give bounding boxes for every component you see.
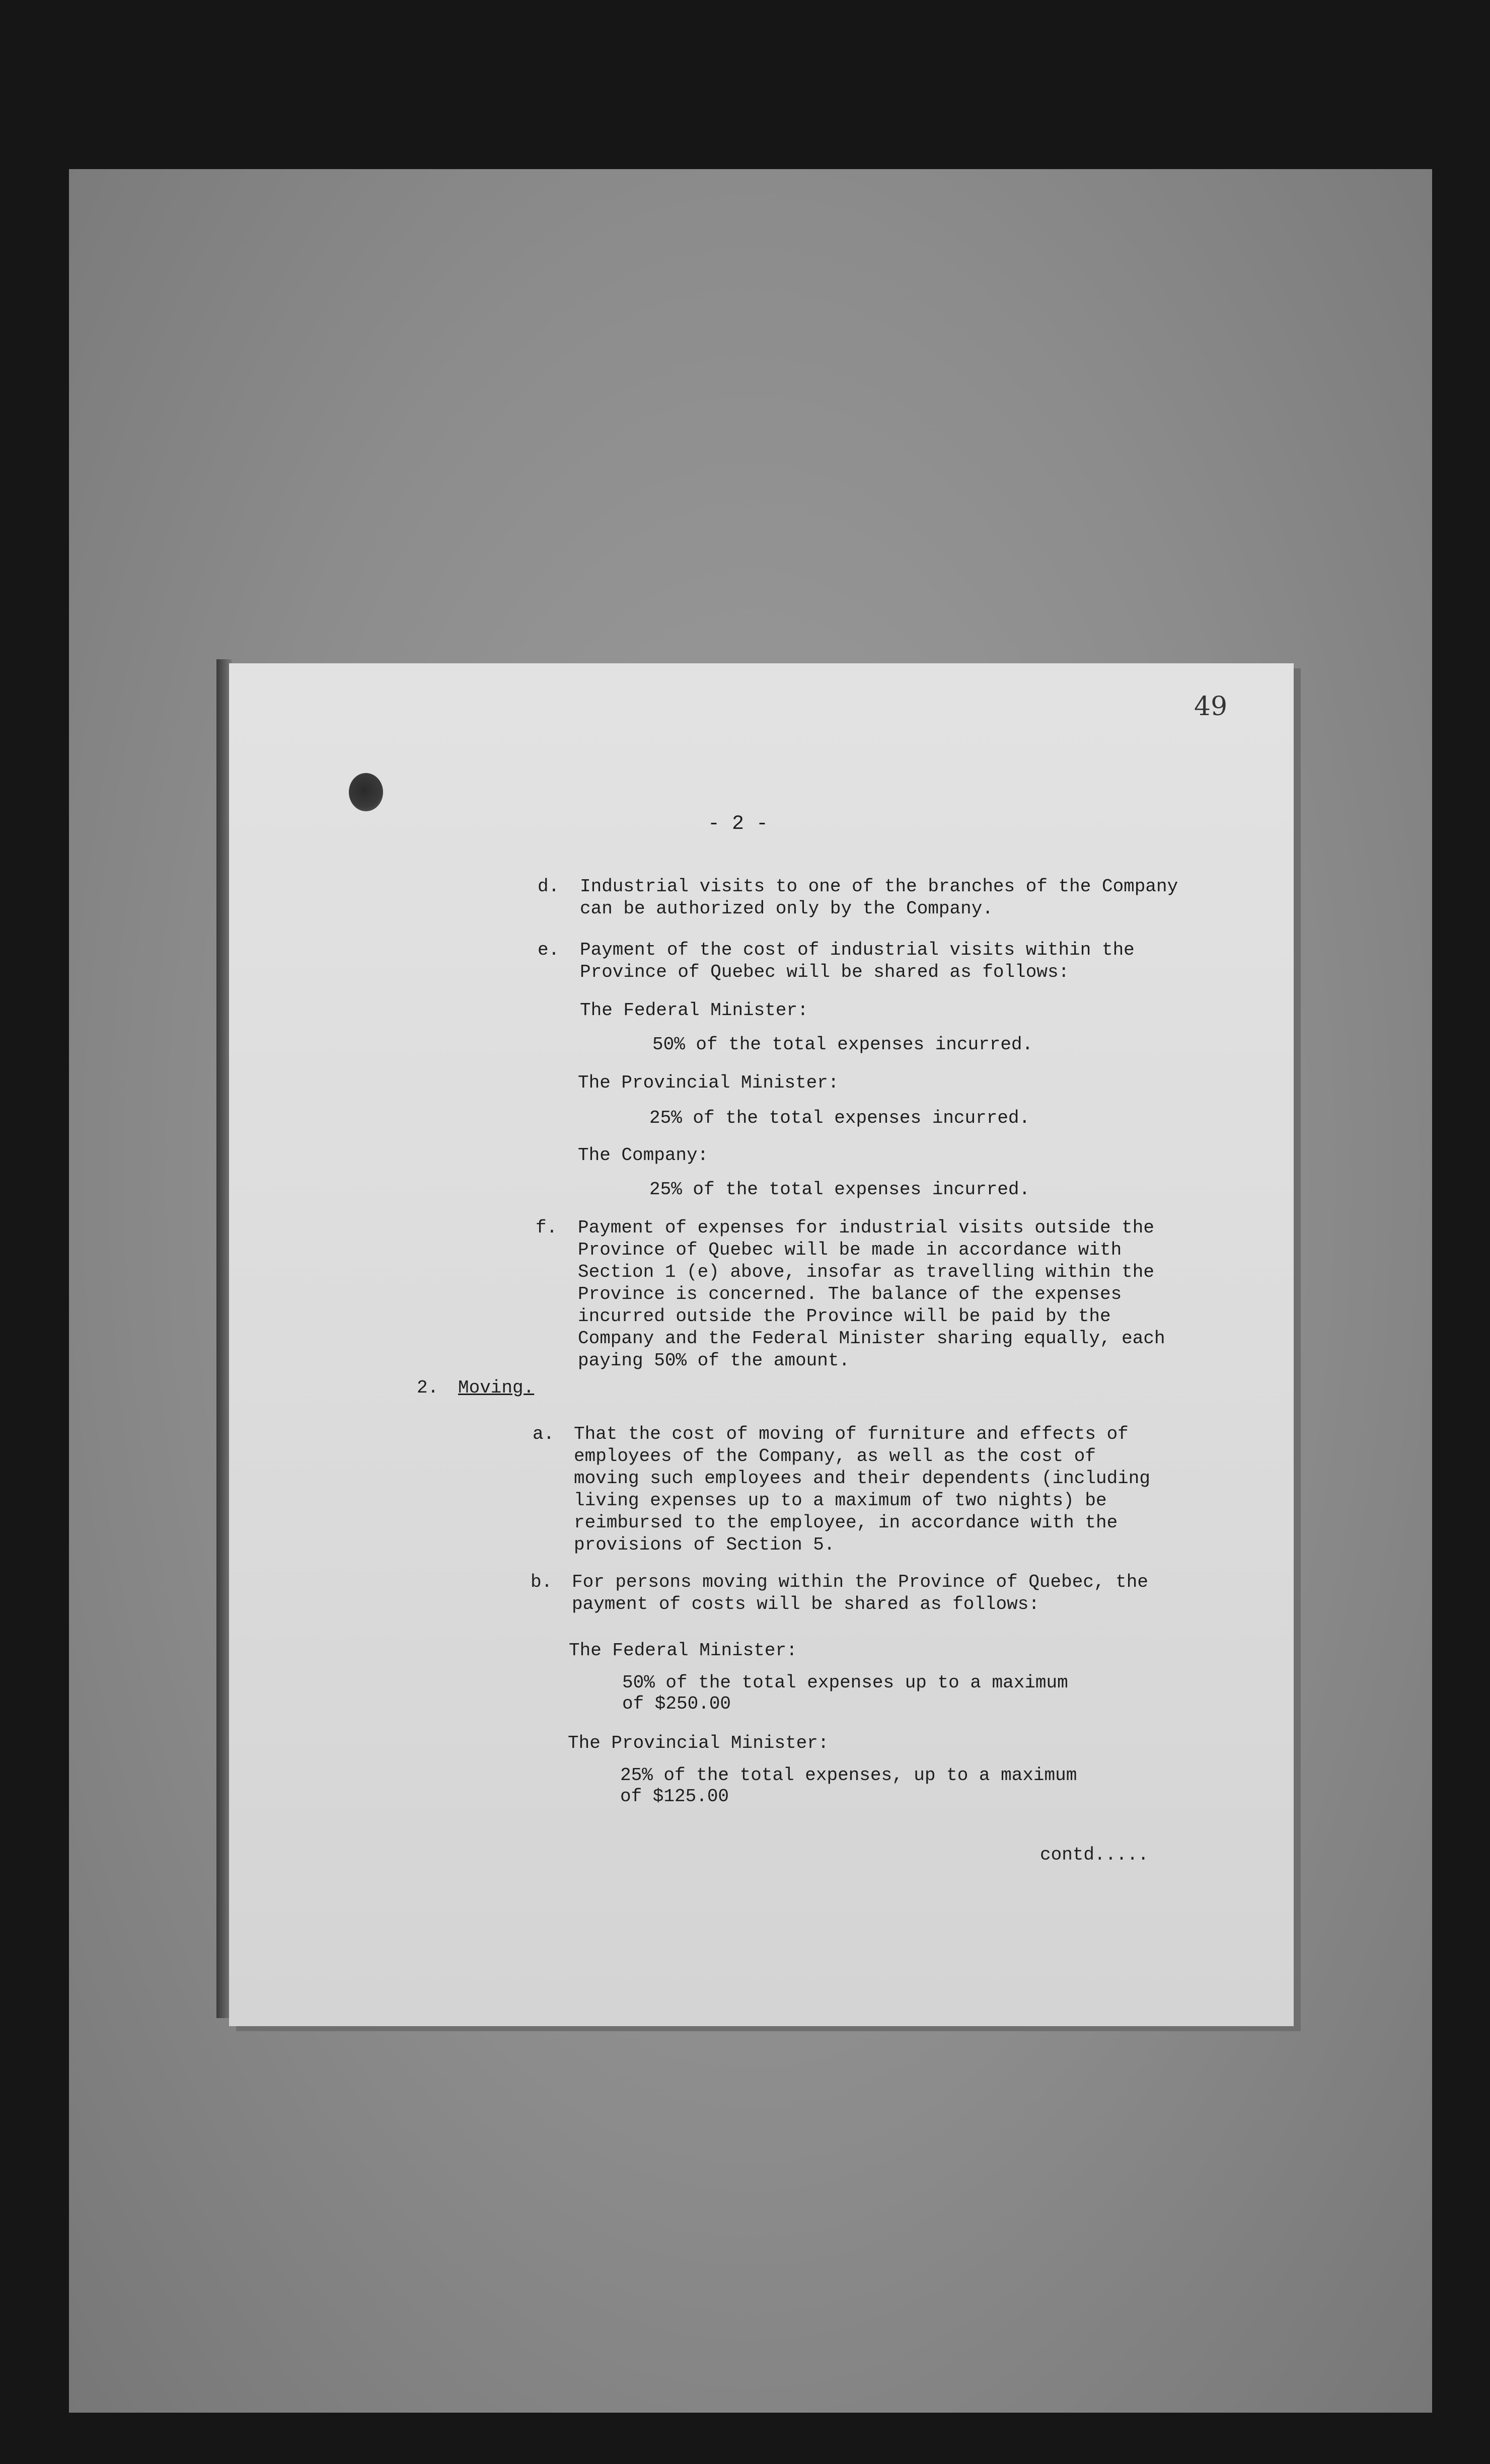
item-marker: f. (536, 1217, 558, 1238)
share-value: 25% of the total expenses, up to a maximum (620, 1765, 1077, 1786)
section-title: Moving. (458, 1377, 535, 1398)
item-line: Province is concerned. The balance of the expenses (578, 1284, 1122, 1304)
share-value: 25% of the total expenses incurred. (649, 1179, 1030, 1200)
punch-hole (349, 773, 383, 811)
item-line: provisions of Section 5. (574, 1534, 835, 1555)
item-line: For persons moving within the Province of Quebec, the (572, 1572, 1148, 1592)
item-line: paying 50% of the amount. (578, 1350, 850, 1371)
item-marker: d. (538, 876, 560, 897)
item-line: employees of the Company, as well as the cost of (574, 1446, 1096, 1467)
share-value: of $125.00 (620, 1786, 729, 1807)
item-marker: a. (533, 1424, 555, 1444)
share-value: of $250.00 (622, 1693, 731, 1714)
item-line: payment of costs will be shared as follows: (572, 1594, 1039, 1614)
item-marker: e. (538, 940, 560, 960)
item-line: incurred outside the Province will be paid by the (578, 1306, 1111, 1327)
item-line: Section 1 (e) above, insofar as travelling within the (578, 1262, 1154, 1282)
item-line: Payment of expenses for industrial visits outside the (578, 1217, 1154, 1238)
item-line: Company and the Federal Minister sharing equally, each (578, 1328, 1165, 1349)
share-value: 25% of the total expenses incurred. (649, 1108, 1030, 1128)
folio-number: 49 (1194, 691, 1228, 722)
share-heading: The Federal Minister: (569, 1640, 797, 1661)
share-value: 50% of the total expenses incurred. (652, 1034, 1033, 1055)
share-heading: The Provincial Minister: (568, 1733, 829, 1753)
item-line: living expenses up to a maximum of two nights) be (574, 1490, 1107, 1511)
item-line: That the cost of moving of furniture and effects of (574, 1424, 1129, 1444)
item-line: moving such employees and their dependents (including (574, 1468, 1150, 1489)
item-line: reimbursed to the employee, in accordance with the (574, 1512, 1118, 1533)
section-number: 2. (417, 1377, 439, 1398)
item-line: Payment of the cost of industrial visits within the (580, 940, 1135, 960)
share-heading: The Federal Minister: (580, 1000, 808, 1021)
item-line: Province of Quebec will be made in accordance with (578, 1240, 1122, 1260)
share-heading: The Provincial Minister: (578, 1072, 839, 1093)
item-line: can be authorized only by the Company. (580, 898, 993, 919)
share-heading: The Company: (578, 1145, 709, 1166)
page-number: - 2 - (708, 813, 769, 835)
item-line: Industrial visits to one of the branches of the Company (580, 876, 1178, 897)
item-marker: b. (531, 1572, 553, 1592)
item-line: Province of Quebec will be shared as follows: (580, 962, 1070, 982)
share-value: 50% of the total expenses up to a maximum (622, 1672, 1068, 1693)
continued-note: contd..... (1040, 1844, 1149, 1865)
